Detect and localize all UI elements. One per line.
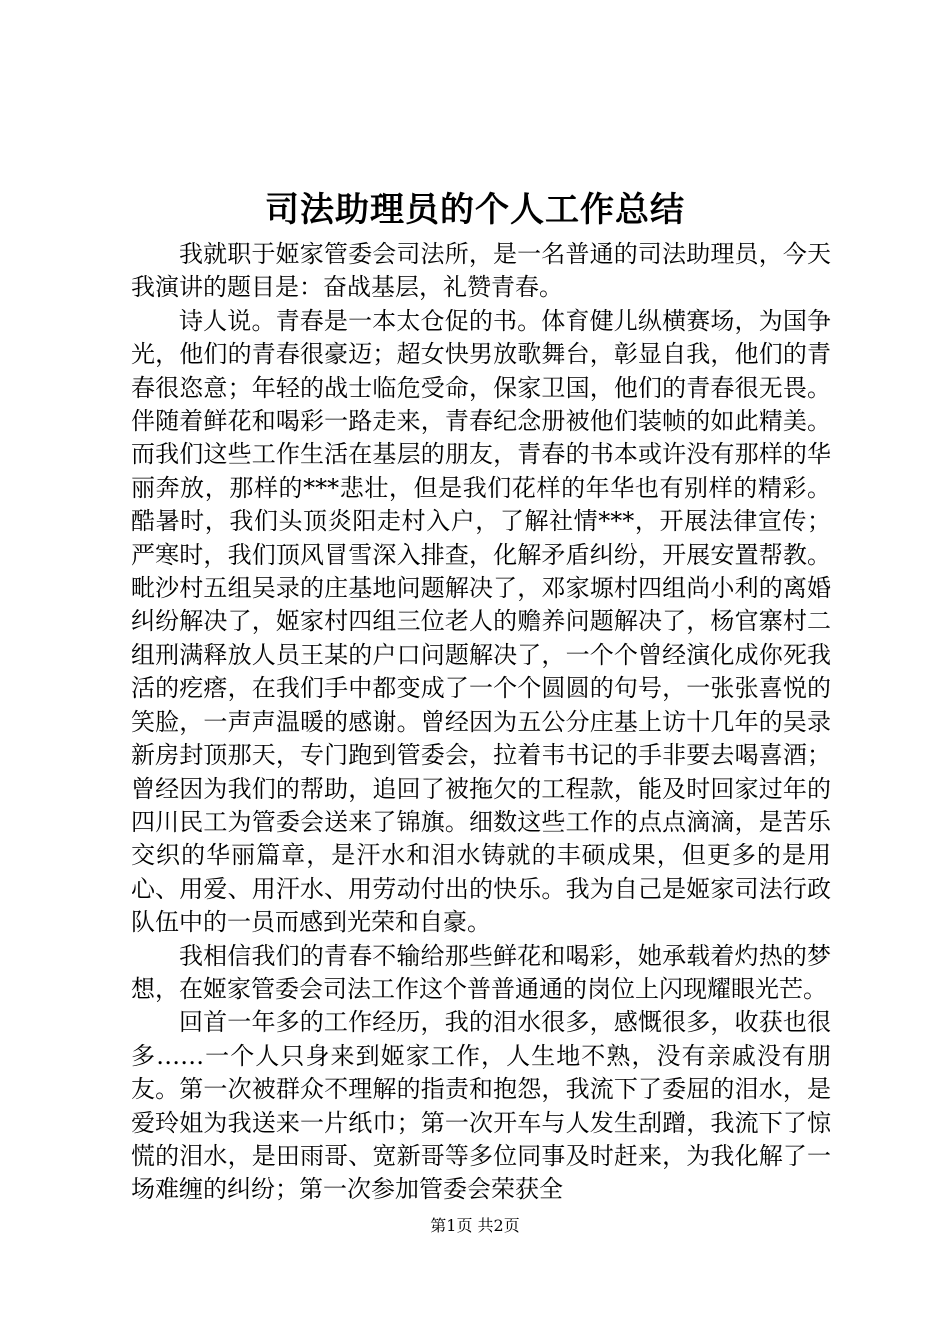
paragraph: 回首一年多的工作经历，我的泪水很多，感慨很多，收获也很多……一个人只身来到姬家工作，人生地不熟，没有亲戚没有朋友。第一次被群众不理解的指责和抱怨，我流下了委屈的泪水，是爱玲姐为我送来一片纸巾；第一次开车与人发生刮蹭，我流下了惊慌的泪水，是田雨哥、宽新哥等多位同事及时赶来，为我化解了一场难缠的纠纷；第一次参加管委会荣获全	[131, 1008, 831, 1204]
paragraph: 我就职于姬家管委会司法所，是一名普通的司法助理员，今天我演讲的题目是：奋战基层，礼赞青春。	[131, 240, 831, 302]
paragraph: 诗人说。青春是一本太仓促的书。体育健儿纵横赛场，为国争光，他们的青春很豪迈；超女快男放歌舞台，彰显自我，他们的青春很恣意；年轻的战士临危受命，保家卫国，他们的青春很无畏。伴随着鲜花和喝彩一路走来，青春纪念册被他们装帧的如此精美。而我们这些工作生活在基层的朋友，青春的书本或许没有那样的华丽奔放，那样的***悲壮，但是我们花样的年华也有别样的精彩。酷暑时，我们头顶炎阳走村入户，了解社情***，开展法律宣传；严寒时，我们顶风冒雪深入排查，化解矛盾纠纷，开展安置帮教。毗沙村五组吴录的庄基地问题解决了，邓家塬村四组尚小利的离婚纠纷解决了，姬家村四组三位老人的赡养问题解决了，杨官寨村二组刑满释放人员王某的户口问题解决了，一个个曾经演化成你死我活的疙瘩，在我们手中都变成了一个个圆圆的句号，一张张喜悦的笑脸，一声声温暖的感谢。曾经因为五公分庄基上访十几年的吴录新房封顶那天，专门跑到管委会，拉着韦书记的手非要去喝喜酒；曾经因为我们的帮助，追回了被拖欠的工程款，能及时回家过年的四川民工为管委会送来了锦旗。细数这些工作的点点滴滴，是苦乐交织的华丽篇章，是汗水和泪水铸就的丰硕成果，但更多的是用心、用爱、用汗水、用劳动付出的快乐。我为自己是姬家司法行政队伍中的一员而感到光荣和自豪。	[131, 306, 831, 937]
document-title: 司法助理员的个人工作总结	[265, 190, 685, 230]
page-footer: 第1页 共2页	[430, 1216, 520, 1235]
paragraph: 我相信我们的青春不输给那些鲜花和喝彩，她承载着灼热的梦想，在姬家管委会司法工作这个普普通通的岗位上闪现耀眼光芒。	[131, 941, 831, 1003]
document-body	[131, 238, 831, 1207]
